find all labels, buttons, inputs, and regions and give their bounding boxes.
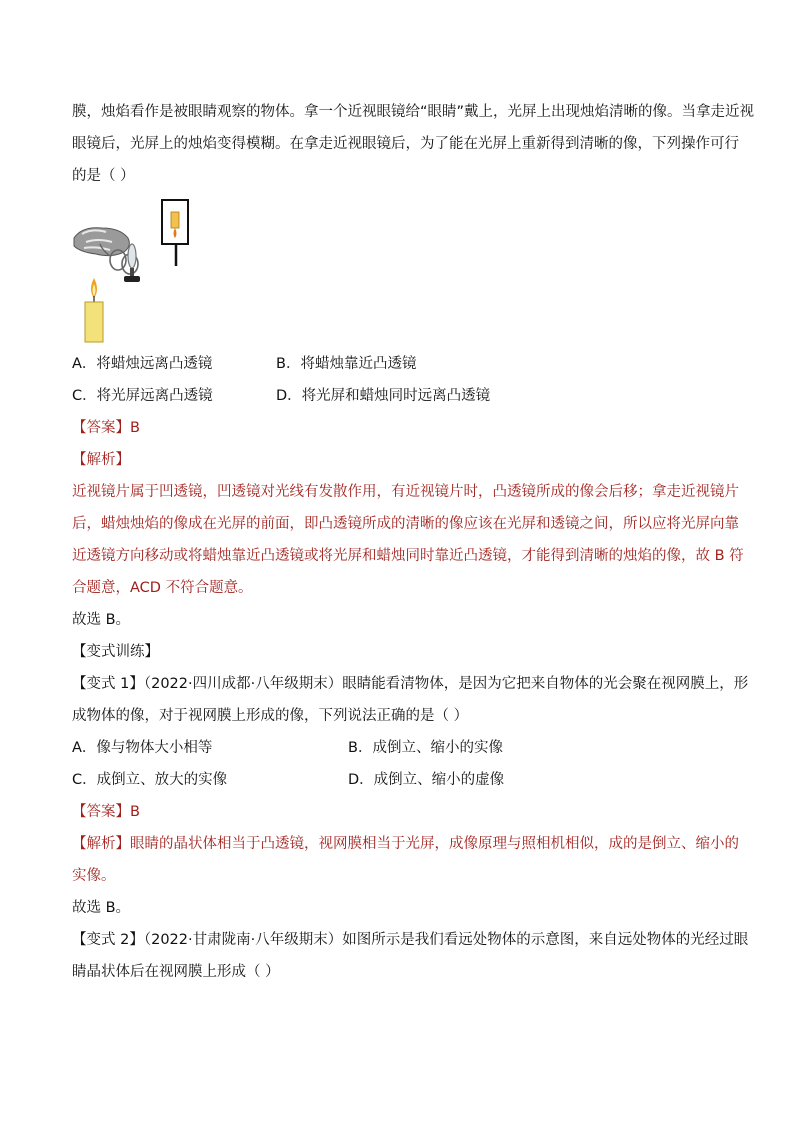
q1-answer-value: B (130, 420, 140, 436)
v1-options-row-2 (72, 764, 724, 796)
q1-answer (72, 412, 724, 444)
v1-label: 【变式 1】 (72, 676, 144, 692)
q1-stem-line-3: 的是（ ） (72, 168, 135, 184)
q1-option-d[interactable]: D．将光屏和蜡烛同时远离凸透镜 (276, 388, 491, 404)
q1-analysis-line-1: 近视镜片属于凹透镜，凹透镜对光线有发散作用，有近视镜片时，凸透镜所成的像会后移；拿走近视镜片 (72, 484, 739, 500)
candle-lens-screen-illustration (72, 198, 232, 348)
v2-stem-line-1 (72, 924, 749, 956)
q1-analysis-label: 【解析】 (72, 452, 130, 468)
v1-answer (72, 796, 724, 828)
v1-option-c[interactable]: C．成倒立、放大的实像 (72, 772, 228, 788)
v1-options-row-1 (72, 732, 724, 764)
q1-analysis-line-3: 近透镜方向移动或将蜡烛靠近凸透镜或将光屏和蜡烛同时靠近凸透镜，才能得到清晰的烛焰的像，故 B 符 (72, 548, 744, 564)
v2-label: 【变式 2】 (72, 932, 144, 948)
q1-options-row-1 (72, 348, 724, 380)
v1-answer-label: 【答案】 (72, 804, 130, 820)
v1-conclusion: 故选 B。 (72, 900, 131, 916)
q1-analysis-line-2: 后，蜡烛烛焰的像成在光屏的前面，即凸透镜所成的清晰的像应该在光屏和透镜之间，所以应将光屏向靠 (72, 516, 739, 532)
v1-option-b[interactable]: B．成倒立、缩小的实像 (348, 740, 503, 756)
v1-analysis-label: 【解析】 (72, 836, 130, 852)
v1-analysis-line-2: 实像。 (72, 868, 116, 884)
lens-experiment-figure (72, 198, 232, 348)
q1-stem-line-1: 膜，烛焰看作是被眼睛观察的物体。拿一个近视眼镜给“眼睛”戴上，光屏上出现烛焰清晰的像。当拿走近视 (72, 104, 755, 120)
q1-stem-line-2: 眼镜后，光屏上的烛焰变得模糊。在拿走近视眼镜后，为了能在光屏上重新得到清晰的像，下列操作可行 (72, 136, 739, 152)
v1-answer-value: B (130, 804, 140, 820)
q1-option-a[interactable]: A．将蜡烛远离凸透镜 (72, 356, 213, 372)
v1-option-a[interactable]: A．像与物体大小相等 (72, 740, 213, 756)
document-page (72, 96, 755, 988)
v1-option-d[interactable]: D．成倒立、缩小的虚像 (348, 772, 505, 788)
v1-stem-text-1: （2022·四川成都·八年级期末）眼睛能看清物体，是因为它把来自物体的光会聚在视网膜上，形 (143, 676, 749, 692)
v2-stem-line-2: 睛晶状体后在视网膜上形成（ ） (72, 964, 280, 980)
q1-option-b[interactable]: B．将蜡烛靠近凸透镜 (276, 356, 417, 372)
v1-stem-line-2: 成物体的像，对于视网膜上形成的像，下列说法正确的是（ ） (72, 708, 469, 724)
q1-option-c[interactable]: C．将光屏远离凸透镜 (72, 388, 213, 404)
section-title: 【变式训练】 (72, 644, 159, 660)
v1-stem-line-1 (72, 668, 749, 700)
q1-answer-label: 【答案】 (72, 420, 130, 436)
v2-stem-text-1: （2022·甘肃陇南·八年级期末）如图所示是我们看远处物体的示意图，来自远处物体的光经过眼 (143, 932, 749, 948)
q1-conclusion: 故选 B。 (72, 612, 131, 628)
q1-options-row-2 (72, 380, 724, 412)
v1-analysis-line-1 (72, 828, 739, 860)
v1-analysis-text-1: 眼睛的晶状体相当于凸透镜，视网膜相当于光屏，成像原理与照相机相似，成的是倒立、缩小的 (130, 836, 739, 852)
q1-analysis-line-4: 合题意，ACD 不符合题意。 (72, 580, 253, 596)
